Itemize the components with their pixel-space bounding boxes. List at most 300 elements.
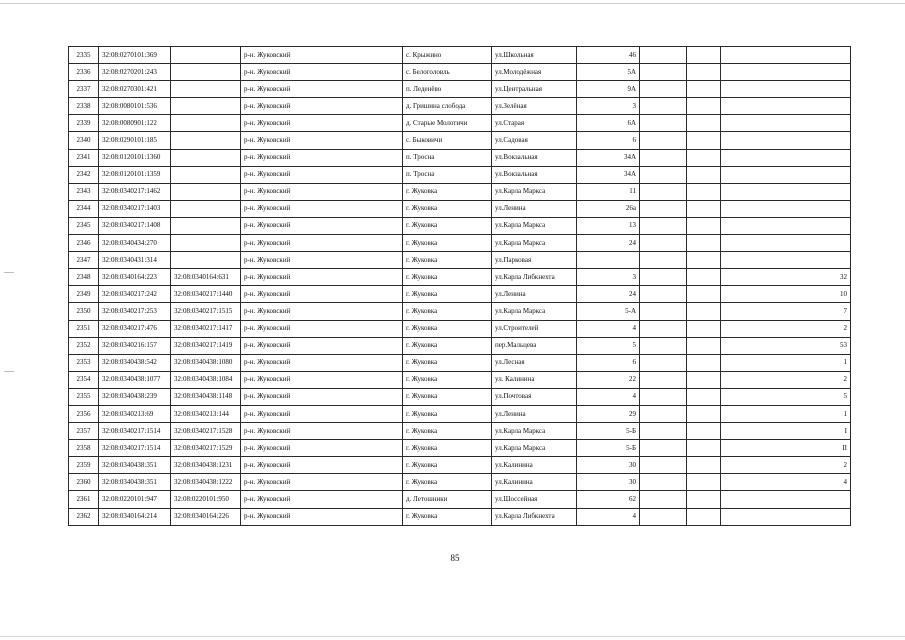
empty-cell-cell: [687, 457, 721, 474]
empty-cell-cell: [640, 354, 687, 371]
row-number-cell: 2357: [69, 423, 99, 440]
table-row: [69, 337, 851, 354]
empty-cell-cell: [640, 81, 687, 98]
page-bottom-edge: [0, 636, 905, 637]
street-cell: ул.Вокзальная: [492, 149, 577, 166]
apartment-number-cell: 1: [721, 405, 851, 422]
cadastral-number-cell: 32:08:0080901:122: [99, 115, 171, 132]
locality-cell: г. Жуковка: [403, 252, 492, 269]
district-cell: р-н. Жуковский: [241, 132, 403, 149]
empty-cell-cell: [687, 252, 721, 269]
empty-cell-cell: [640, 457, 687, 474]
room-cadastral-number-cell: [171, 217, 241, 234]
empty-cell-cell: [687, 183, 721, 200]
room-cadastral-number-cell: 32:08:0340217:1515: [171, 303, 241, 320]
empty-cell-cell: [640, 200, 687, 217]
apartment-number-cell: [721, 47, 851, 64]
empty-cell-cell: [640, 98, 687, 115]
empty-cell-cell: [640, 320, 687, 337]
empty-cell-cell: [687, 132, 721, 149]
table-row: [69, 474, 851, 491]
empty-cell-cell: [687, 388, 721, 405]
house-number-cell: 34А: [577, 149, 640, 166]
street-cell: ул.Вокзальная: [492, 166, 577, 183]
room-cadastral-number-cell: 32:08:0220101:950: [171, 491, 241, 508]
district-cell: р-н. Жуковский: [241, 405, 403, 422]
table-row: [69, 98, 851, 115]
room-cadastral-number-cell: [171, 200, 241, 217]
street-cell: ул.Центральная: [492, 81, 577, 98]
cadastral-number-cell: 32:08:0340217:1514: [99, 440, 171, 457]
street-cell: ул.Карла Маркса: [492, 303, 577, 320]
district-cell: р-н. Жуковский: [241, 371, 403, 388]
locality-cell: г. Жуковка: [403, 183, 492, 200]
empty-cell-cell: [640, 337, 687, 354]
apartment-number-cell: 32: [721, 269, 851, 286]
room-cadastral-number-cell: [171, 47, 241, 64]
empty-cell-cell: [687, 508, 721, 525]
apartment-number-cell: 2: [721, 457, 851, 474]
room-cadastral-number-cell: 32:08:0340217:1417: [171, 320, 241, 337]
table-row: [69, 388, 851, 405]
street-cell: ул.Шоссейная: [492, 491, 577, 508]
locality-cell: г. Жуковка: [403, 235, 492, 252]
cadastral-number-cell: 32:08:0290101:185: [99, 132, 171, 149]
empty-cell-cell: [687, 217, 721, 234]
row-number-cell: 2360: [69, 474, 99, 491]
district-cell: р-н. Жуковский: [241, 235, 403, 252]
locality-cell: г. Жуковка: [403, 337, 492, 354]
house-number-cell: 3: [577, 269, 640, 286]
house-number-cell: 11: [577, 183, 640, 200]
table-row: [69, 423, 851, 440]
district-cell: р-н. Жуковский: [241, 115, 403, 132]
street-cell: ул.Школьная: [492, 47, 577, 64]
apartment-number-cell: [721, 166, 851, 183]
room-cadastral-number-cell: 32:08:0340217:1529: [171, 440, 241, 457]
table-row: [69, 457, 851, 474]
cadastral-number-cell: 32:08:0340217:253: [99, 303, 171, 320]
table-row: [69, 303, 851, 320]
row-number-cell: 2362: [69, 508, 99, 525]
street-cell: ул.Ленина: [492, 200, 577, 217]
room-cadastral-number-cell: [171, 183, 241, 200]
locality-cell: г. Жуковка: [403, 354, 492, 371]
house-number-cell: 6: [577, 354, 640, 371]
empty-cell-cell: [640, 132, 687, 149]
page-top-edge: [0, 3, 905, 4]
empty-cell-cell: [687, 47, 721, 64]
district-cell: р-н. Жуковский: [241, 166, 403, 183]
cadastral-number-cell: 32:08:0340217:1408: [99, 217, 171, 234]
row-number-cell: 2345: [69, 217, 99, 234]
district-cell: р-н. Жуковский: [241, 303, 403, 320]
row-number-cell: 2341: [69, 149, 99, 166]
row-number-cell: 2354: [69, 371, 99, 388]
street-cell: ул.Парковая: [492, 252, 577, 269]
table-row: [69, 371, 851, 388]
apartment-number-cell: [721, 64, 851, 81]
cadastral-number-cell: 32:08:0270301:421: [99, 81, 171, 98]
apartment-number-cell: [721, 252, 851, 269]
locality-cell: с. Белоголовль: [403, 64, 492, 81]
table-row: [69, 166, 851, 183]
table-row: [69, 132, 851, 149]
apartment-number-cell: 10: [721, 286, 851, 303]
street-cell: ул.Лесная: [492, 354, 577, 371]
cadastral-number-cell: 32:08:0340438:1077: [99, 371, 171, 388]
table-row: [69, 354, 851, 371]
table-row: [69, 405, 851, 422]
apartment-number-cell: [721, 217, 851, 234]
empty-cell-cell: [687, 269, 721, 286]
locality-cell: г. Жуковка: [403, 286, 492, 303]
row-number-cell: 2349: [69, 286, 99, 303]
locality-cell: с. Крыжино: [403, 47, 492, 64]
row-number-cell: 2342: [69, 166, 99, 183]
locality-cell: п. Тросна: [403, 149, 492, 166]
empty-cell-cell: [640, 166, 687, 183]
district-cell: р-н. Жуковский: [241, 183, 403, 200]
street-cell: ул.Ленина: [492, 286, 577, 303]
empty-cell-cell: [640, 235, 687, 252]
street-cell: пер.Мальцева: [492, 337, 577, 354]
house-number-cell: [577, 252, 640, 269]
empty-cell-cell: [687, 200, 721, 217]
apartment-number-cell: [721, 115, 851, 132]
row-number-cell: 2335: [69, 47, 99, 64]
apartment-number-cell: [721, 235, 851, 252]
empty-cell-cell: [687, 440, 721, 457]
table-row: [69, 217, 851, 234]
cadastral-number-cell: 32:08:0340434:270: [99, 235, 171, 252]
street-cell: ул.Ленина: [492, 405, 577, 422]
row-number-cell: 2344: [69, 200, 99, 217]
empty-cell-cell: [640, 474, 687, 491]
table-row: [69, 81, 851, 98]
row-number-cell: 2339: [69, 115, 99, 132]
street-cell: ул.Карла Либкнехта: [492, 269, 577, 286]
district-cell: р-н. Жуковский: [241, 81, 403, 98]
room-cadastral-number-cell: [171, 98, 241, 115]
empty-cell-cell: [640, 183, 687, 200]
cadastral-number-cell: 32:08:0340216:157: [99, 337, 171, 354]
cadastral-number-cell: 32:08:0340164:223: [99, 269, 171, 286]
empty-cell-cell: [687, 115, 721, 132]
cadastral-number-cell: 32:08:0340438:351: [99, 474, 171, 491]
locality-cell: г. Жуковка: [403, 474, 492, 491]
street-cell: ул.Калинина: [492, 474, 577, 491]
row-number-cell: 2338: [69, 98, 99, 115]
house-number-cell: 5-Б: [577, 423, 640, 440]
house-number-cell: 4: [577, 508, 640, 525]
street-cell: ул.Калинина: [492, 457, 577, 474]
apartment-number-cell: 53: [721, 337, 851, 354]
row-number-cell: 2352: [69, 337, 99, 354]
cadastral-number-cell: 32:08:0340438:239: [99, 388, 171, 405]
apartment-number-cell: 5: [721, 388, 851, 405]
empty-cell-cell: [687, 474, 721, 491]
street-cell: ул.Строителей: [492, 320, 577, 337]
row-number-cell: 2358: [69, 440, 99, 457]
room-cadastral-number-cell: 32:08:0340438:1080: [171, 354, 241, 371]
district-cell: р-н. Жуковский: [241, 252, 403, 269]
district-cell: р-н. Жуковский: [241, 286, 403, 303]
room-cadastral-number-cell: 32:08:0340438:1148: [171, 388, 241, 405]
empty-cell-cell: [640, 286, 687, 303]
table-row: [69, 149, 851, 166]
table-row: [69, 183, 851, 200]
house-number-cell: 46: [577, 47, 640, 64]
apartment-number-cell: 2: [721, 371, 851, 388]
table-row: [69, 269, 851, 286]
empty-cell-cell: [640, 217, 687, 234]
empty-cell-cell: [687, 354, 721, 371]
apartment-number-cell: [721, 491, 851, 508]
cadastral-number-cell: 32:08:0340217:1462: [99, 183, 171, 200]
room-cadastral-number-cell: [171, 81, 241, 98]
empty-cell-cell: [687, 491, 721, 508]
empty-cell-cell: [640, 269, 687, 286]
table-row: [69, 200, 851, 217]
house-number-cell: 9А: [577, 81, 640, 98]
row-number-cell: 2356: [69, 405, 99, 422]
locality-cell: с. Быковичи: [403, 132, 492, 149]
house-number-cell: 4: [577, 388, 640, 405]
cadastral-number-cell: 32:08:0340438:542: [99, 354, 171, 371]
row-number-cell: 2350: [69, 303, 99, 320]
room-cadastral-number-cell: 32:08:0340438:1231: [171, 457, 241, 474]
table-row: [69, 286, 851, 303]
margin-mark: [4, 371, 14, 372]
cadastral-number-cell: 32:08:0120101:1359: [99, 166, 171, 183]
district-cell: р-н. Жуковский: [241, 200, 403, 217]
table-body: [69, 47, 851, 526]
house-number-cell: 34А: [577, 166, 640, 183]
row-number-cell: 2336: [69, 64, 99, 81]
room-cadastral-number-cell: 32:08:0340164:226: [171, 508, 241, 525]
cadastral-number-cell: 32:08:0340438:351: [99, 457, 171, 474]
table-row: [69, 508, 851, 525]
table-row: [69, 440, 851, 457]
table-row: [69, 235, 851, 252]
district-cell: р-н. Жуковский: [241, 149, 403, 166]
empty-cell-cell: [687, 235, 721, 252]
empty-cell-cell: [640, 423, 687, 440]
locality-cell: г. Жуковка: [403, 320, 492, 337]
apartment-number-cell: [721, 98, 851, 115]
apartment-number-cell: 2: [721, 320, 851, 337]
locality-cell: д. Старые Молотичи: [403, 115, 492, 132]
locality-cell: г. Жуковка: [403, 457, 492, 474]
locality-cell: г. Жуковка: [403, 371, 492, 388]
empty-cell-cell: [640, 388, 687, 405]
district-cell: р-н. Жуковский: [241, 491, 403, 508]
empty-cell-cell: [640, 405, 687, 422]
street-cell: ул.Карла Маркса: [492, 423, 577, 440]
apartment-number-cell: [721, 132, 851, 149]
cadastral-number-cell: 32:08:0270101:369: [99, 47, 171, 64]
house-number-cell: 4: [577, 320, 640, 337]
house-number-cell: 62: [577, 491, 640, 508]
house-number-cell: 6: [577, 132, 640, 149]
empty-cell-cell: [687, 303, 721, 320]
room-cadastral-number-cell: 32:08:0340217:1528: [171, 423, 241, 440]
empty-cell-cell: [640, 252, 687, 269]
empty-cell-cell: [687, 149, 721, 166]
district-cell: р-н. Жуковский: [241, 354, 403, 371]
cadastral-number-cell: 32:08:0080101:536: [99, 98, 171, 115]
empty-cell-cell: [687, 81, 721, 98]
house-number-cell: 24: [577, 286, 640, 303]
registry-table: [68, 46, 851, 526]
apartment-number-cell: [721, 149, 851, 166]
house-number-cell: 5-Б: [577, 440, 640, 457]
cadastral-number-cell: 32:08:0340217:242: [99, 286, 171, 303]
district-cell: р-н. Жуковский: [241, 474, 403, 491]
street-cell: ул.Карла Маркса: [492, 217, 577, 234]
empty-cell-cell: [640, 303, 687, 320]
cadastral-number-cell: 32:08:0120101:1360: [99, 149, 171, 166]
district-cell: р-н. Жуковский: [241, 64, 403, 81]
locality-cell: г. Жуковка: [403, 388, 492, 405]
apartment-number-cell: 4: [721, 474, 851, 491]
empty-cell-cell: [687, 64, 721, 81]
house-number-cell: 13: [577, 217, 640, 234]
house-number-cell: 30: [577, 457, 640, 474]
empty-cell-cell: [640, 440, 687, 457]
house-number-cell: 3: [577, 98, 640, 115]
district-cell: р-н. Жуковский: [241, 388, 403, 405]
room-cadastral-number-cell: [171, 64, 241, 81]
empty-cell-cell: [640, 149, 687, 166]
page-number: 85: [450, 553, 460, 563]
empty-cell-cell: [687, 405, 721, 422]
empty-cell-cell: [687, 337, 721, 354]
district-cell: р-н. Жуковский: [241, 320, 403, 337]
empty-cell-cell: [640, 64, 687, 81]
district-cell: р-н. Жуковский: [241, 457, 403, 474]
house-number-cell: 24: [577, 235, 640, 252]
district-cell: р-н. Жуковский: [241, 47, 403, 64]
empty-cell-cell: [687, 98, 721, 115]
room-cadastral-number-cell: 32:08:0340438:1084: [171, 371, 241, 388]
house-number-cell: 5А: [577, 64, 640, 81]
street-cell: ул.Карла Маркса: [492, 235, 577, 252]
apartment-number-cell: II: [721, 440, 851, 457]
row-number-cell: 2346: [69, 235, 99, 252]
cadastral-number-cell: 32:08:0340217:1514: [99, 423, 171, 440]
empty-cell-cell: [640, 491, 687, 508]
room-cadastral-number-cell: [171, 166, 241, 183]
room-cadastral-number-cell: [171, 149, 241, 166]
house-number-cell: 5-А: [577, 303, 640, 320]
house-number-cell: 5: [577, 337, 640, 354]
locality-cell: г. Жуковка: [403, 303, 492, 320]
locality-cell: п. Тросна: [403, 166, 492, 183]
empty-cell-cell: [687, 320, 721, 337]
locality-cell: г. Жуковка: [403, 508, 492, 525]
district-cell: р-н. Жуковский: [241, 269, 403, 286]
apartment-number-cell: 1: [721, 354, 851, 371]
locality-cell: д. Гришина слобода: [403, 98, 492, 115]
empty-cell-cell: [640, 508, 687, 525]
locality-cell: г. Жуковка: [403, 423, 492, 440]
house-number-cell: 6А: [577, 115, 640, 132]
empty-cell-cell: [687, 423, 721, 440]
street-cell: ул.Зелёная: [492, 98, 577, 115]
locality-cell: г. Жуковка: [403, 217, 492, 234]
district-cell: р-н. Жуковский: [241, 98, 403, 115]
apartment-number-cell: [721, 200, 851, 217]
locality-cell: г. Жуковка: [403, 440, 492, 457]
apartment-number-cell: [721, 183, 851, 200]
district-cell: р-н. Жуковский: [241, 423, 403, 440]
table-row: [69, 47, 851, 64]
row-number-cell: 2337: [69, 81, 99, 98]
empty-cell-cell: [687, 166, 721, 183]
house-number-cell: 22: [577, 371, 640, 388]
table-row: [69, 320, 851, 337]
room-cadastral-number-cell: [171, 235, 241, 252]
room-cadastral-number-cell: 32:08:0340217:1419: [171, 337, 241, 354]
room-cadastral-number-cell: 32:08:0340438:1222: [171, 474, 241, 491]
cadastral-number-cell: 32:08:0220101:947: [99, 491, 171, 508]
room-cadastral-number-cell: 32:08:0340217:1440: [171, 286, 241, 303]
cadastral-number-cell: 32:08:0270201:243: [99, 64, 171, 81]
cadastral-number-cell: 32:08:0340431:314: [99, 252, 171, 269]
apartment-number-cell: [721, 81, 851, 98]
cadastral-number-cell: 32:08:0340217:1403: [99, 200, 171, 217]
row-number-cell: 2359: [69, 457, 99, 474]
row-number-cell: 2353: [69, 354, 99, 371]
row-number-cell: 2343: [69, 183, 99, 200]
district-cell: р-н. Жуковский: [241, 337, 403, 354]
empty-cell-cell: [640, 371, 687, 388]
table-row: [69, 491, 851, 508]
room-cadastral-number-cell: [171, 252, 241, 269]
locality-cell: г. Жуковка: [403, 269, 492, 286]
street-cell: ул.Садовая: [492, 132, 577, 149]
room-cadastral-number-cell: [171, 115, 241, 132]
row-number-cell: 2351: [69, 320, 99, 337]
empty-cell-cell: [687, 286, 721, 303]
street-cell: ул.Карла Маркса: [492, 440, 577, 457]
cadastral-number-cell: 32:08:0340164:214: [99, 508, 171, 525]
house-number-cell: 26а: [577, 200, 640, 217]
empty-cell-cell: [687, 371, 721, 388]
locality-cell: п. Леденёво: [403, 81, 492, 98]
locality-cell: г. Жуковка: [403, 200, 492, 217]
room-cadastral-number-cell: [171, 132, 241, 149]
cadastral-number-cell: 32:08:0340213:69: [99, 405, 171, 422]
empty-cell-cell: [640, 115, 687, 132]
room-cadastral-number-cell: 32:08:0340213:144: [171, 405, 241, 422]
table-row: [69, 115, 851, 132]
row-number-cell: 2347: [69, 252, 99, 269]
row-number-cell: 2348: [69, 269, 99, 286]
margin-mark: [4, 272, 14, 273]
apartment-number-cell: [721, 508, 851, 525]
district-cell: р-н. Жуковский: [241, 440, 403, 457]
street-cell: ул.Старая: [492, 115, 577, 132]
street-cell: ул.Карла Либкнехта: [492, 508, 577, 525]
row-number-cell: 2361: [69, 491, 99, 508]
street-cell: ул. Калинина: [492, 371, 577, 388]
empty-cell-cell: [640, 47, 687, 64]
locality-cell: д. Летошники: [403, 491, 492, 508]
district-cell: р-н. Жуковский: [241, 508, 403, 525]
